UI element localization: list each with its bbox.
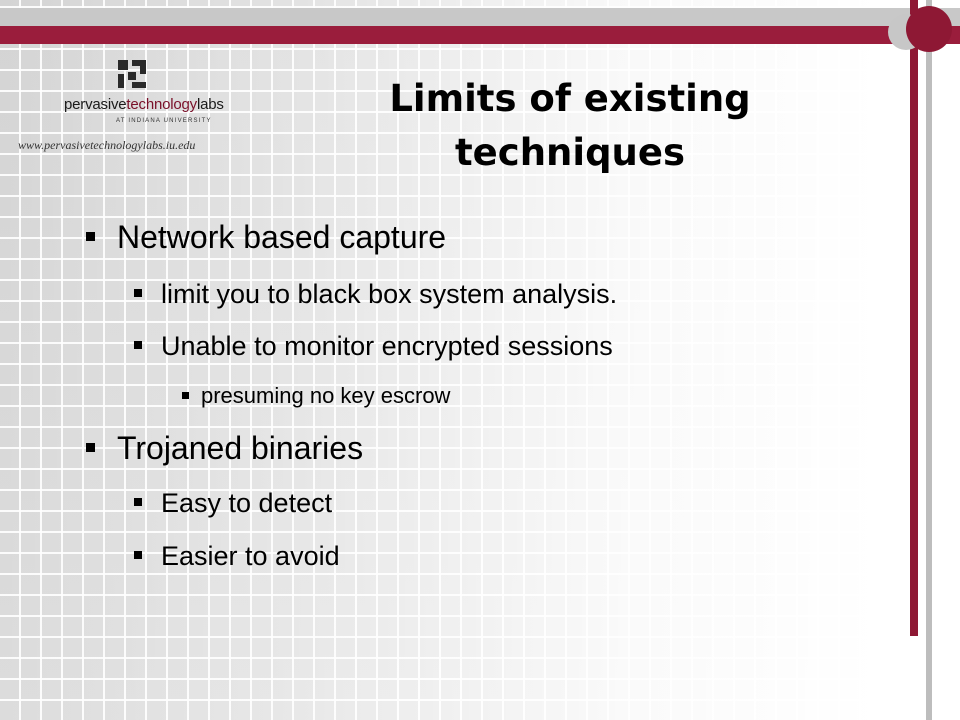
- slide-title-line-2: techniques: [454, 131, 686, 174]
- red-circle-decoration: [906, 6, 952, 52]
- bullet-square-icon: [134, 498, 142, 506]
- slide-title-line-1: Limits of existing: [389, 77, 751, 120]
- bullet-text: Trojaned binaries: [117, 430, 364, 466]
- bullet-item: [134, 331, 613, 362]
- right-red-bar: [910, 0, 918, 636]
- bullet-item: [86, 219, 446, 256]
- bullet-square-icon: [134, 341, 142, 349]
- bullet-item: [134, 541, 340, 572]
- bullet-item: [134, 279, 617, 310]
- bullet-text: Network based capture: [117, 219, 447, 255]
- bullet-item: [86, 430, 363, 467]
- bullet-square-icon: [86, 443, 95, 452]
- bullet-text: limit you to black box system analysis.: [161, 279, 618, 309]
- right-grey-bar: [926, 0, 932, 720]
- bullet-square-icon: [86, 232, 95, 241]
- logo: [18, 56, 260, 156]
- bullet-item: [134, 488, 332, 519]
- bullet-square-icon: [134, 551, 142, 559]
- logo-brand: pervasivetechnologylabs: [64, 96, 224, 113]
- slide-title: [300, 72, 840, 180]
- bullet-text: Easy to detect: [161, 488, 333, 518]
- logo-affiliation: AT INDIANA UNIVERSITY: [116, 118, 212, 124]
- top-red-bar: [0, 26, 960, 44]
- bullet-square-icon: [134, 289, 142, 297]
- bullet-square-icon: [182, 392, 189, 399]
- bullet-text: Unable to monitor encrypted sessions: [161, 331, 613, 361]
- bullet-item: [182, 383, 450, 409]
- bullet-text: Easier to avoid: [161, 541, 340, 571]
- bullet-text: presuming no key escrow: [201, 383, 451, 408]
- logo-url: www.pervasivetechnologylabs.iu.edu: [18, 138, 196, 152]
- top-grey-bar: [0, 8, 960, 26]
- logo-mark-icon: [118, 60, 146, 88]
